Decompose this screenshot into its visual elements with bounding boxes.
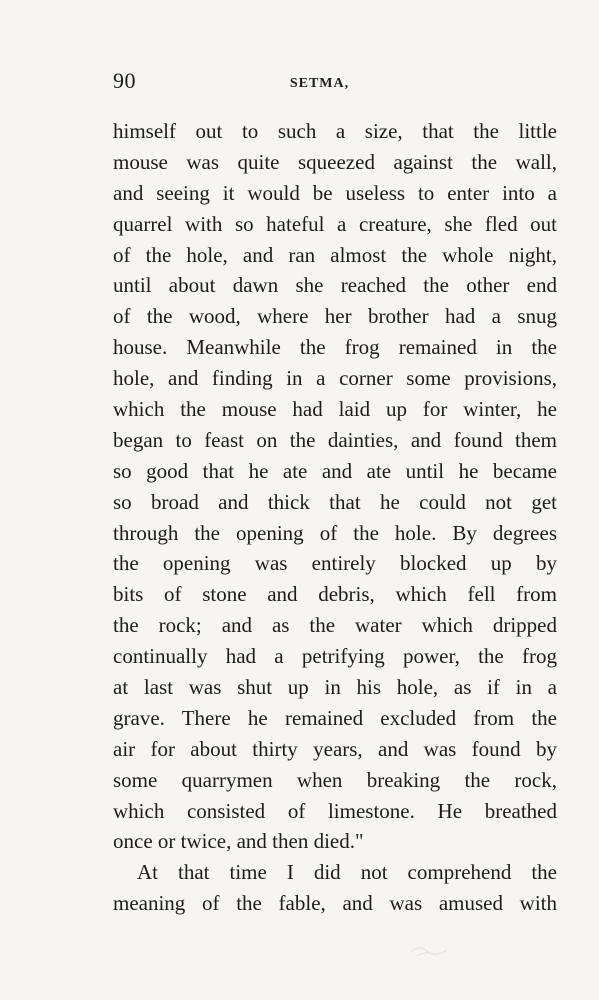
text-line: himself out to such a size, that the little bbox=[113, 119, 557, 143]
text-line: quarrel with so hateful a creature, she fled out bbox=[113, 211, 557, 236]
running-head: SETMA, bbox=[289, 76, 350, 91]
paragraph bbox=[113, 857, 557, 919]
text-line: of the hole, and ran almost the whole night, bbox=[113, 242, 557, 267]
body-text bbox=[113, 116, 557, 919]
text-line: some quarrymen when breaking the rock, bbox=[113, 767, 557, 792]
text-line: which the mouse had laid up for winter, he bbox=[113, 397, 557, 422]
text-line: which consisted of limestone. He breathed bbox=[113, 798, 557, 823]
text-line: the opening was entirely blocked up by bbox=[113, 551, 557, 576]
text-line: once or twice, and then died." bbox=[113, 829, 364, 854]
text-line: bits of stone and debris, which fell from bbox=[113, 582, 557, 607]
text-line: grave. There he remained excluded from the bbox=[113, 705, 557, 730]
page-number: 90 bbox=[113, 68, 136, 93]
text-line: began to feast on the dainties, and found them bbox=[113, 427, 557, 452]
paragraph bbox=[113, 116, 557, 857]
text-line: continually had a petrifying power, the frog bbox=[113, 644, 557, 669]
text-line: so good that he ate and ate until he became bbox=[113, 458, 557, 483]
text-line: and seeing it would be useless to enter into a bbox=[113, 180, 557, 205]
text-line: until about dawn she reached the other end bbox=[113, 273, 557, 298]
text-line: meaning of the fable, and was amused with bbox=[113, 891, 557, 916]
text-line: so broad and thick that he could not get bbox=[113, 489, 557, 514]
text-line: the rock; and as the water which dripped bbox=[113, 613, 557, 638]
text-line: air for about thirty years, and was found by bbox=[113, 736, 557, 761]
text-line: house. Meanwhile the frog remained in the bbox=[113, 335, 557, 360]
text-line: hole, and finding in a corner some provisions, bbox=[113, 366, 557, 391]
ink-smudge bbox=[409, 942, 449, 960]
text-line: at last was shut up in his hole, as if in a bbox=[113, 675, 557, 700]
text-line: mouse was quite squeezed against the wall, bbox=[113, 149, 557, 174]
text-line: of the wood, where her brother had a snug bbox=[113, 304, 557, 329]
text-line: At that time I did not comprehend the bbox=[137, 860, 557, 885]
text-line: through the opening of the hole. By degrees bbox=[113, 520, 557, 545]
